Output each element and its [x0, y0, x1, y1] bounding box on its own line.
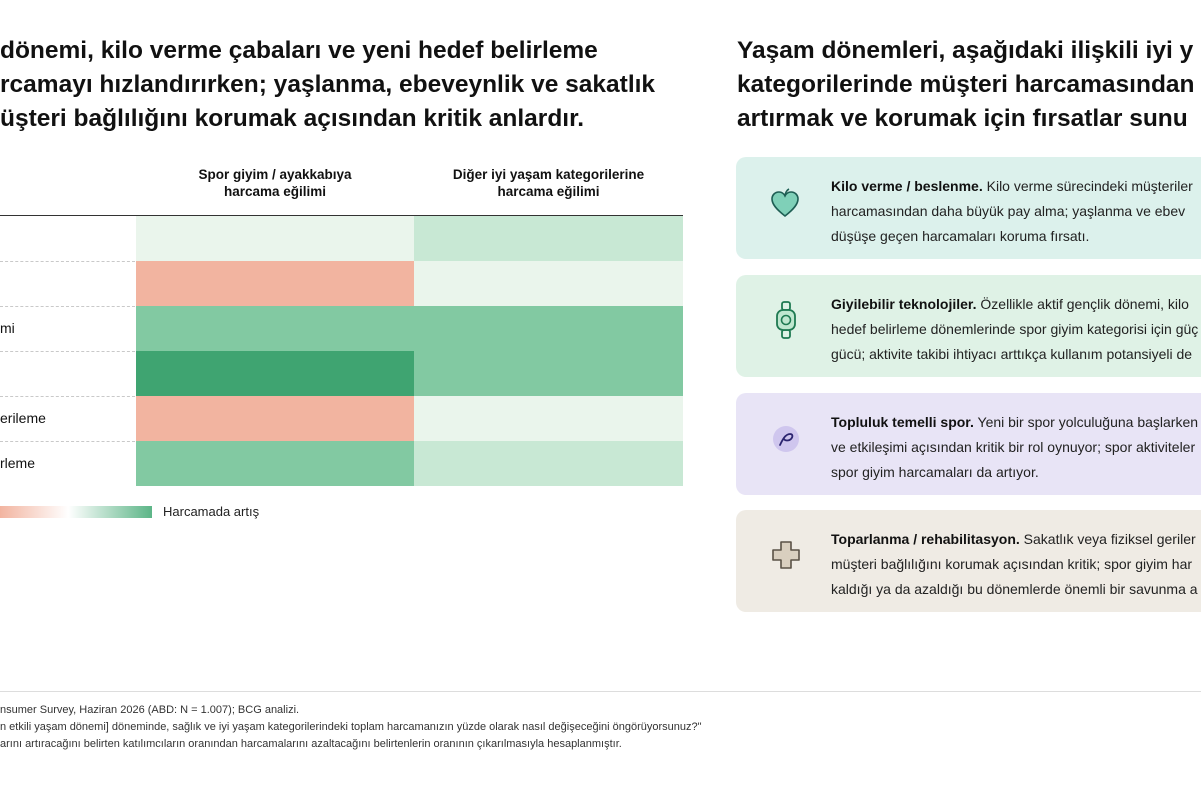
heatmap-row — [0, 441, 683, 486]
heatmap-cell-wellness — [414, 216, 683, 261]
card-weight-loss-title: Kilo verme / beslenme. — [831, 178, 983, 194]
card-wearables — [736, 275, 1201, 377]
card-weight-loss-line-2: harcamasından daha büyük pay alma; yaşlanma ve ebev — [831, 203, 1186, 219]
card-rehabilitation — [736, 510, 1201, 612]
heatmap-row-label — [0, 216, 135, 261]
heatmap-cell-sportswear — [136, 306, 414, 351]
right-headline-line-1: Yaşam dönemleri, aşağıdaki ilişkili iyi y — [737, 37, 1194, 64]
card-community-sport-line-2: ve etkileşimi açısından kritik bir rol oynuyor; spor aktiviteler — [831, 439, 1196, 455]
card-weight-loss — [736, 157, 1201, 259]
heatmap-cell-sportswear — [136, 396, 414, 441]
card-wearables-title: Giyilebilir teknolojiler. — [831, 296, 977, 312]
heatmap-cell-wellness — [414, 351, 683, 396]
heatmap-row-label — [0, 351, 135, 396]
footnotes — [0, 702, 1201, 753]
heatmap-row-separator — [0, 351, 135, 352]
card-community-sport-line-3: spor giyim harcamaları da artıyor. — [831, 464, 1039, 480]
heatmap-cell-wellness — [414, 306, 683, 351]
heatmap-cell-wellness — [414, 396, 683, 441]
footnote-method: arını artıracağını belirten katılımcıların oranından harcamalarını azaltacağını belirtenlerin oranının çıkarılmasıyla hesaplanmıştır. — [0, 738, 622, 750]
heatmap-row — [0, 396, 683, 441]
heatmap-row — [0, 351, 683, 396]
card-community-sport-line-1: Yeni bir spor yolculuğuna başlarken — [973, 414, 1199, 430]
heatmap-row-label: mi — [0, 320, 15, 336]
apple-heart-icon — [768, 187, 802, 226]
heatmap-cell-sportswear — [136, 216, 414, 261]
smartwatch-icon — [774, 300, 798, 345]
card-wearables-line-2: hedef belirleme dönemlerinde spor giyim kategorisi için güç — [831, 321, 1199, 337]
legend-gradient — [0, 506, 152, 518]
right-headline — [737, 34, 1201, 136]
heatmap-cell-sportswear — [136, 261, 414, 306]
right-headline-line-3: artırmak ve korumak için fırsatlar sunu — [737, 105, 1188, 132]
card-rehabilitation-title: Toparlanma / rehabilitasyon. — [831, 531, 1020, 547]
medical-cross-icon — [771, 540, 801, 575]
heatmap-row-separator — [0, 441, 135, 442]
column-header-sportswear-line-1: Spor giyim / ayakkabıya — [198, 167, 352, 182]
heatmap-cell-wellness — [414, 441, 683, 486]
heatmap-row — [0, 261, 683, 306]
card-rehabilitation-line-3: kaldığı ya da azaldığı bu dönemlerde önemli bir savunma a — [831, 581, 1198, 597]
column-header-wellness-line-1: Diğer iyi yaşam kategorilerine — [452, 167, 645, 182]
card-rehabilitation-line-2: müşteri bağlılığını korumak açısından kritik; spor giyim har — [831, 556, 1193, 572]
footnote-source: nsumer Survey, Haziran 2026 (ABD: N = 1.007); BCG analizi. — [0, 704, 300, 716]
column-header-wellness — [414, 166, 683, 200]
card-wearables-line-3: gücü; aktivite takibi ihtiyacı arttıkça kullanım potansiyeli de — [831, 346, 1193, 362]
heatmap-cell-wellness — [414, 261, 683, 306]
card-community-sport — [736, 393, 1201, 495]
footnote-question: n etkili yaşam dönemi] döneminde, sağlık ve iyi yaşam kategorilerindeki toplam harcamanızın yüzde olarak nasıl değişeceğini öngörüyorsunuz?" — [0, 721, 702, 733]
left-headline — [0, 34, 700, 136]
card-rehabilitation-line-1: Sakatlık veya fiziksel geriler — [1019, 531, 1196, 547]
card-wearables-line-1: Özellikle aktif gençlik dönemi, kilo — [976, 296, 1189, 312]
heatmap-row-label: rleme — [0, 455, 36, 471]
card-weight-loss-line-1: Kilo verme sürecindeki müşteriler — [982, 178, 1193, 194]
heatmap-row — [0, 306, 683, 351]
column-header-wellness-line-2: harcama eğilimi — [497, 184, 600, 199]
heatmap-row-label — [0, 261, 135, 306]
column-header-sportswear-line-2: harcama eğilimi — [223, 184, 327, 199]
left-headline-line-2: rcamayı hızlandırırken; yaşlanma, ebeveynlik ve sakatlık — [0, 71, 656, 98]
right-headline-line-2: kategorilerinde müşteri harcamasından — [737, 71, 1195, 98]
heatmap-row-separator — [0, 396, 135, 397]
heatmap-cell-sportswear — [136, 441, 414, 486]
heatmap-row-separator — [0, 306, 135, 307]
card-community-sport-title: Topluluk temelli spor. — [831, 414, 974, 430]
community-icon — [771, 424, 801, 459]
column-header-sportswear — [136, 166, 414, 200]
card-weight-loss-line-3: düşüşe geçen harcamaları koruma fırsatı. — [831, 228, 1090, 244]
left-headline-line-3: üşteri bağlılığını korumak açısından kritik anlardır. — [0, 105, 585, 132]
heatmap-cell-sportswear — [136, 351, 414, 396]
left-headline-line-1: dönemi, kilo verme çabaları ve yeni hedef belirleme — [0, 37, 598, 64]
heatmap-row — [0, 216, 683, 261]
heatmap-row-separator — [0, 261, 135, 262]
legend-label: Harcamada artış — [163, 504, 260, 519]
footer-divider — [0, 691, 1201, 692]
heatmap-row-label: erileme — [0, 410, 46, 426]
